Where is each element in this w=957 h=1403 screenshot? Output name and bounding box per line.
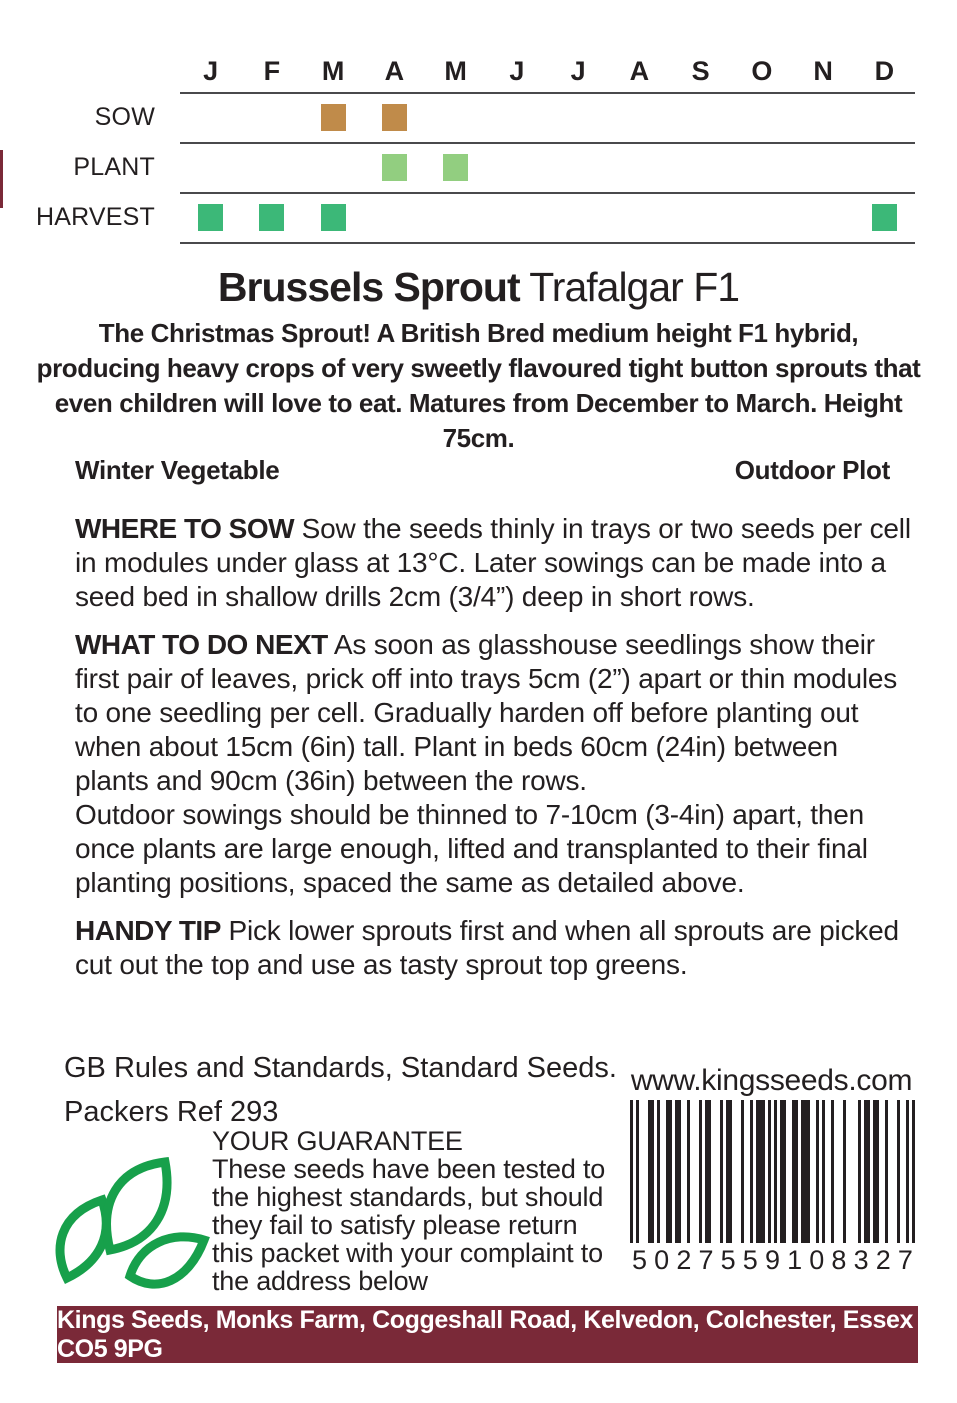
section-body: Sow the seeds thinly in trays or two seeds per cell in modules under glass at 13°C. Later sowings can be made into a seed bed in shallow drills 2cm (3/4”) deep in short rows. xyxy=(75,513,911,612)
sowing-calendar xyxy=(0,50,915,244)
calendar-month-9: O xyxy=(751,55,773,86)
calendar-row-label: HARVEST xyxy=(35,202,155,231)
calendar-month-8: S xyxy=(691,55,710,86)
section-heading: HANDY TIP xyxy=(75,915,221,946)
barcode-digit: 3 xyxy=(853,1245,869,1275)
guarantee-heading: YOUR GUARANTEE xyxy=(212,1126,463,1156)
barcode-digit: 0 xyxy=(654,1245,670,1275)
leaf-left xyxy=(60,1200,106,1278)
calendar-row-plant xyxy=(0,142,915,192)
crop-name: Brussels Sprout xyxy=(217,264,520,310)
calendar-square-harvest-1 xyxy=(259,204,284,231)
calendar-month-4: M xyxy=(444,55,467,86)
calendar-square-plant-4 xyxy=(443,154,468,181)
calendar-month-5: J xyxy=(509,55,525,86)
calendar-month-0: J xyxy=(203,55,219,86)
barcode-bars xyxy=(630,1100,915,1243)
rules-line: GB Rules and Standards, Standard Seeds. xyxy=(64,1052,617,1084)
meta-row xyxy=(75,455,890,486)
barcode-digit: 5 xyxy=(742,1245,758,1275)
leaf-bottom xyxy=(130,1237,204,1284)
address-bar: Kings Seeds, Monks Farm, Coggeshall Road, Kelvedon, Colchester, Essex CO5 9PG xyxy=(57,1306,918,1363)
barcode-digit: 1 xyxy=(787,1245,803,1275)
barcode-digit: 2 xyxy=(676,1245,692,1275)
calendar-square-plant-3 xyxy=(382,154,407,181)
calendar-row-label: SOW xyxy=(94,102,155,131)
calendar-square-harvest-11 xyxy=(872,204,897,231)
leaf-big xyxy=(107,1162,167,1250)
barcode-digit: 2 xyxy=(875,1245,891,1275)
calendar-month-7: A xyxy=(629,55,650,86)
website-url: www.kingsseeds.com xyxy=(630,1064,913,1097)
calendar-divider xyxy=(180,142,915,144)
page-title xyxy=(0,264,957,311)
instructions xyxy=(75,512,915,996)
calendar-month-6: J xyxy=(570,55,586,86)
calendar-square-sow-3 xyxy=(382,104,407,131)
kings-seeds-leaf-icon xyxy=(52,1150,217,1298)
section-heading: WHAT TO DO NEXT xyxy=(75,629,328,660)
plot-type-label: Outdoor Plot xyxy=(734,455,890,485)
rules-and-standards xyxy=(64,1046,624,1134)
barcode-digit: 0 xyxy=(809,1245,825,1275)
section-heading: WHERE TO SOW xyxy=(75,513,295,544)
barcode-digit: 7 xyxy=(698,1245,714,1275)
section-where-to-sow xyxy=(75,512,915,614)
calendar-row-harvest xyxy=(0,192,915,242)
variety-name: Trafalgar F1 xyxy=(529,264,740,310)
calendar-month-row xyxy=(0,50,915,92)
barcode-digit: 5 xyxy=(720,1245,736,1275)
calendar-month-3: A xyxy=(384,55,405,86)
description-text: The Christmas Sprout! A British Bred medium height F1 hybrid, producing heavy crops of very sweetly flavoured tight button sprouts that even children will love to eat. Matures from December to March. Height 75cm. xyxy=(36,318,921,453)
calendar-square-harvest-2 xyxy=(321,204,346,231)
packers-ref: Packers Ref 293 xyxy=(64,1096,279,1128)
calendar-divider xyxy=(180,242,915,244)
calendar-square-harvest-0 xyxy=(198,204,223,231)
packet-edge-mark xyxy=(0,150,3,208)
section-what-to-do-next xyxy=(75,628,915,900)
section-handy-tip xyxy=(75,914,915,982)
barcode-digits xyxy=(630,1243,915,1276)
calendar-divider xyxy=(180,192,915,194)
barcode-digit: 5 xyxy=(632,1245,648,1275)
calendar-divider xyxy=(180,92,915,94)
guarantee-block xyxy=(212,1127,610,1295)
section-body-continued: Outdoor sowings should be thinned to 7-10cm (3-4in) apart, then once plants are large enough, lifted and transplanted to their final planting positions, spaced the same as detailed above. xyxy=(75,799,868,898)
guarantee-body: These seeds have been tested to the highest standards, but should they fail to satisfy please return this packet with your complaint to the address below xyxy=(212,1154,606,1296)
barcode-digit: 7 xyxy=(897,1245,913,1275)
calendar-month-2: M xyxy=(321,55,345,86)
barcode xyxy=(630,1100,915,1276)
calendar-month-10: N xyxy=(813,55,833,86)
calendar-square-sow-2 xyxy=(321,104,346,131)
barcode-digit: 8 xyxy=(831,1245,847,1275)
calendar-month-11: D xyxy=(874,55,895,86)
section-body: As soon as glasshouse seedlings show their first pair of leaves, prick off into trays 5cm (2”) apart or thin modules to one seedling per cell. Gradually harden off before planting out when about 15cm (6in) tall. Plant in beds 60cm (24in) between plants and 90cm (36in) between the rows. xyxy=(75,629,898,796)
barcode-digit: 9 xyxy=(764,1245,780,1275)
crop-type-label: Winter Vegetable xyxy=(75,455,280,485)
calendar-month-1: F xyxy=(263,55,281,86)
calendar-row-label: PLANT xyxy=(73,152,155,181)
calendar-row-sow xyxy=(0,92,915,142)
section-body: Pick lower sprouts first and when all sprouts are picked cut out the top and use as tasty sprout top greens. xyxy=(75,915,899,980)
